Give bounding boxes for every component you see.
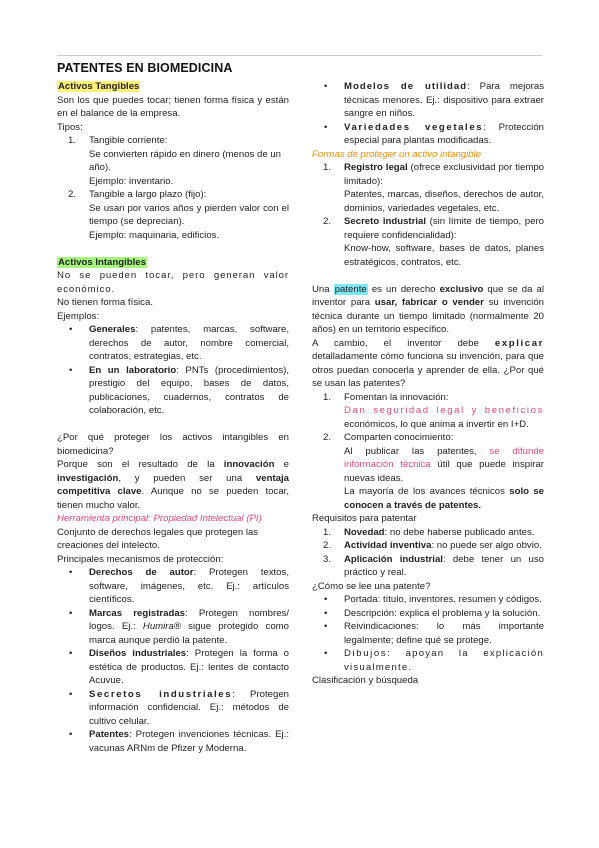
mechanisms-list-continued [312,80,544,148]
uses-list [312,391,544,513]
classification-label: Clasificación y búsqueda [312,675,419,686]
tool-description: Conjunto de derechos legales que protegen las creaciones del intelecto. [57,526,259,551]
forms-heading: Formas de proteger un activo intangible [312,148,482,160]
intangible-no-form: No tienen forma física. [57,297,153,308]
patent-exchange: A cambio, el inventor debe explicar detalladamente cómo funciona su invención, para que otros puedan conocerla y aprender de ella. ¿Por qué se usan las patentes? [312,337,544,389]
mechanisms-label: Principales mecanismos de protección: [57,553,224,565]
tangible-heading: Activos Tangibles [58,81,140,92]
list-item: • Marcas registradas: Protegen nombres/ logos. Ej.: Humira® sigue protegido como marca aunque perdió la patente. [69,607,289,646]
why-question: ¿Por qué proteger los activos intangibles en biomedicina? [57,432,289,457]
list-item: 1. Registro legal (ofrece exclusividad por tiempo limitado): Patentes, marcas, diseños, derechos de autor, dominios, variedades vegetales, etc. [323,162,544,214]
intangible-description: No se pueden tocar, pero generan valor económico. [57,270,289,295]
list-item: 1. Tangible corriente: Se convierten rápido en dinero (menos de un año). Ejemplo: inventario. [68,135,281,187]
types-label: Tipos: [57,121,83,133]
tool-heading: Herramienta principal: Propiedad Intelectual (PI) [57,513,262,524]
examples-list [57,323,289,418]
list-item: • Derechos de autor: Protegen textos, software, imágenes, etc. Ej.: artículos científicos. [69,567,289,605]
requirements-label: Requisitos para patentar [312,513,417,524]
list-item: • Secretos industriales: Protegen información confidencial. Ej.: métodos de cultivo celular. [69,688,289,727]
list-item: 2. Secreto industrial (sin límite de tiempo, pero requiere confidencialidad): Know-how, software, bases de datos, planes estratégicos, contratos, etc. [323,216,544,268]
list-item: • Reivindicaciones: lo más importante legalmente; define qué se protege. [324,621,544,646]
patent-definition: Una patente es un derecho exclusivo que se da al inventor para usar, fabricar o vender su invención técnica durante un tiempo limitado (normalmente 20 años) en un territorio específico. [312,283,544,335]
list-item: • Diseños industriales: Protegen la forma o estética de productos. Ej.: lentes de contacto Acuvue. [69,648,289,686]
read-label: ¿Cómo se lee una patente? [312,580,431,592]
why-answer: Porque son el resultado de la innovación e investigación, y pueden ser una ventaja competitiva clave. Aunque no se pueden tocar, tienen mucho valor. [57,459,289,511]
list-item: 1. Novedad: no debe haberse publicado antes. [323,526,535,538]
types-list [57,134,289,242]
list-item: • Dibujos: apoyan la explicación visualmente. [324,648,544,673]
list-item: • Portada: título, inventores, resumen y códigos. [324,594,542,605]
list-item: 1. Fomentan la innovación: Dan seguridad legal y beneficios económicos, lo que anima a invertir en I+D. [323,391,544,430]
list-item: 3. Aplicación industrial: debe tener un uso práctico y real. [323,553,544,578]
top-rule [57,55,542,56]
list-item: • En un laboratorio: PNTs (procedimientos), prestigio del equipo, bases de datos, publicaciones, cuadernos, contratos de colaboración, etc. [69,364,290,416]
page-title: PATENTES EN BIOMEDICINA [57,61,233,75]
requirements-list [312,526,544,580]
list-item: • Generales: patentes, marcas, software, derechos de autor, nombre comercial, contratos, estrategias, etc. [69,324,289,362]
intangible-heading: Activos Intangibles [58,256,146,268]
left-column [57,80,289,755]
read-list [312,593,544,674]
tangible-description: Son los que puedes tocar; tienen forma física y están en el balance de la empresa. [57,94,289,119]
right-column [312,80,544,688]
list-item: • Descripción: explica el problema y la solución. [324,607,541,619]
list-item: 2. Comparten conocimiento: Al publicar las patentes, se difunde información técnica útil que puede inspirar nuevas ideas. La mayoría de los avances técnicos solo se conocen a través de patentes. [323,432,545,511]
list-item: 2. Actividad inventiva: no puede ser algo obvio. [323,540,542,551]
list-item: • Patentes: Protegen invenciones técnicas. Ej.: vacunas ARNm de Pfizer y Moderna. [69,729,289,754]
mechanisms-list [57,566,289,755]
examples-label: Ejemplos: [57,310,100,322]
forms-list [312,161,544,269]
list-item: • Modelos de utilidad: Para mejoras técnicas menores. Ej.: dispositivo para extraer sangre en niños. [324,81,544,119]
list-item: • Variedades vegetales: Protección especial para plantas modificadas. [324,121,544,146]
list-item: 2. Tangible a largo plazo (fijo): Se usan por varios años y pierden valor con el tiempo (se deprecian). Ejemplo: maquinaria, edificios. [68,189,289,241]
